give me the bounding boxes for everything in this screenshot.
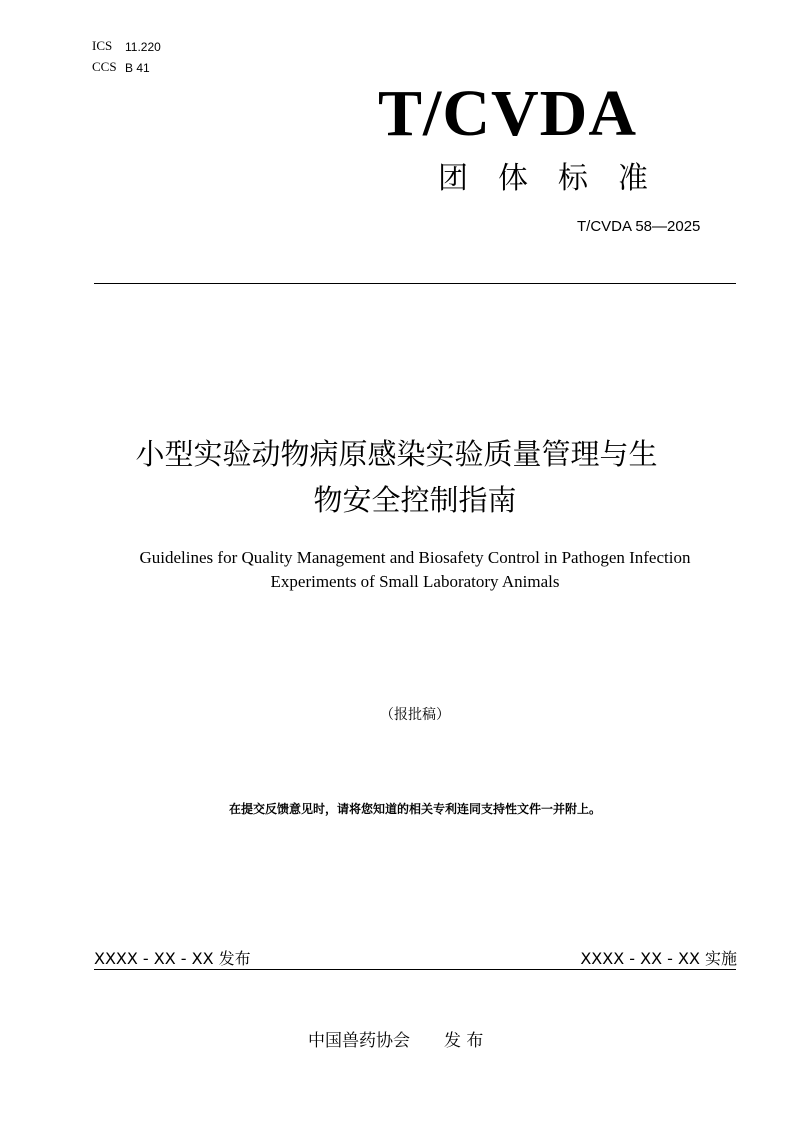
standard-number: T/CVDA 58—2025 [577, 218, 701, 235]
title-cn-line2: 物安全控制指南 [313, 483, 517, 517]
title-en-line1: Guidelines for Quality Management and Biosafety Control in Pathogen Infection [139, 548, 691, 567]
footer-divider [94, 969, 736, 970]
header-divider [94, 283, 736, 284]
standard-type: 团 体 标 准 [438, 161, 648, 196]
organization-code-logo: T/CVDA [378, 77, 638, 150]
implement-date: XXXX - XX - XX 实施 [580, 949, 737, 968]
ccs-label: CCS [92, 59, 117, 74]
ccs-value: B 41 [125, 61, 150, 75]
draft-status: （报批稿） [380, 707, 450, 723]
publish-date: XXXX - XX - XX 发布 [94, 949, 251, 968]
publisher: 中国兽药协会 发 布 [308, 1031, 484, 1051]
patent-notice: 在提交反馈意见时，请将您知道的相关专利连同支持性文件一并附上。 [228, 802, 601, 816]
title-cn-line1: 小型实验动物病原感染实验质量管理与生 [135, 437, 658, 471]
title-en-line2: Experiments of Small Laboratory Animals [270, 572, 560, 591]
ics-value: 11.220 [125, 40, 161, 54]
ics-label: ICS [92, 38, 113, 53]
